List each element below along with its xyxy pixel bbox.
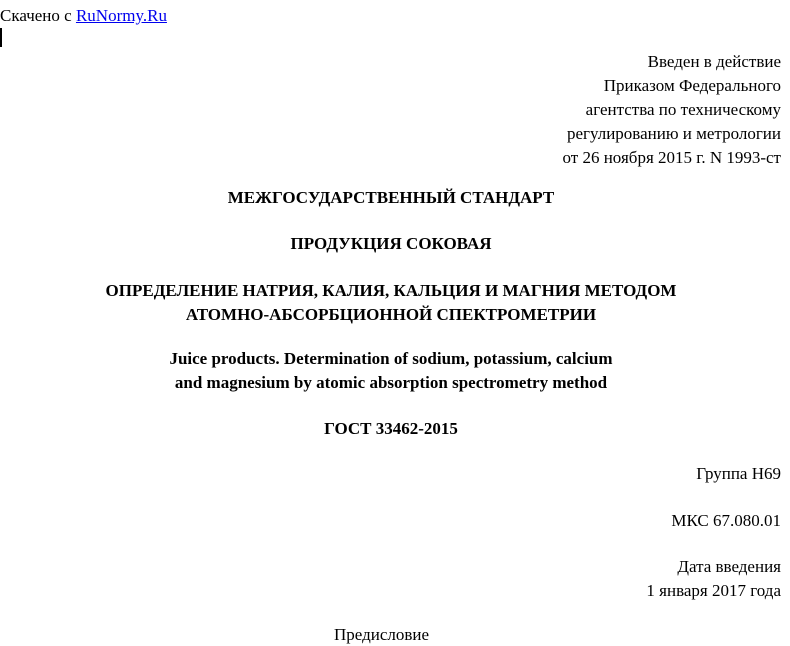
enactment-note xyxy=(563,50,782,170)
foreword-heading: Предисловие xyxy=(334,625,430,644)
enactment-line: от 26 ноября 2015 г. N 1993-ст xyxy=(562,148,781,167)
document-title-ru xyxy=(0,279,782,327)
download-source xyxy=(0,4,167,27)
enactment-line: регулированию и метрологии xyxy=(566,124,781,143)
runormy-link[interactable]: RuNormy.Ru xyxy=(75,6,167,25)
title-ru-line: ОПРЕДЕЛЕНИЕ НАТРИЯ, КАЛИЯ, КАЛЬЦИЯ И МАГНИЯ МЕТОДОМ xyxy=(105,281,677,300)
effective-date-label: Дата введения xyxy=(677,557,781,576)
download-prefix: Скачено с xyxy=(0,6,76,25)
effective-date-value: 1 января 2017 года xyxy=(646,581,781,600)
title-en-line: and magnesium by atomic absorption spectrometry method xyxy=(174,373,608,392)
gost-number: ГОСТ 33462-2015 xyxy=(324,419,458,438)
group-code: Группа Н69 xyxy=(696,464,781,483)
enactment-line: Приказом Федерального xyxy=(603,76,781,95)
enactment-line: агентства по техническому xyxy=(585,100,781,119)
product-heading: ПРОДУКЦИЯ СОКОВАЯ xyxy=(290,234,492,253)
title-en-line: Juice products. Determination of sodium, potassium, calcium xyxy=(169,349,613,368)
enactment-line: Введен в действие xyxy=(647,52,781,71)
document-title-en xyxy=(0,347,782,395)
title-ru-line: АТОМНО-АБСОРБЦИОННОЙ СПЕКТРОМЕТРИИ xyxy=(185,305,597,324)
effective-date xyxy=(646,555,781,603)
standard-type-heading: МЕЖГОСУДАРСТВЕННЫЙ СТАНДАРТ xyxy=(227,188,555,207)
text-cursor xyxy=(0,28,2,47)
mks-code: МКС 67.080.01 xyxy=(671,511,781,530)
